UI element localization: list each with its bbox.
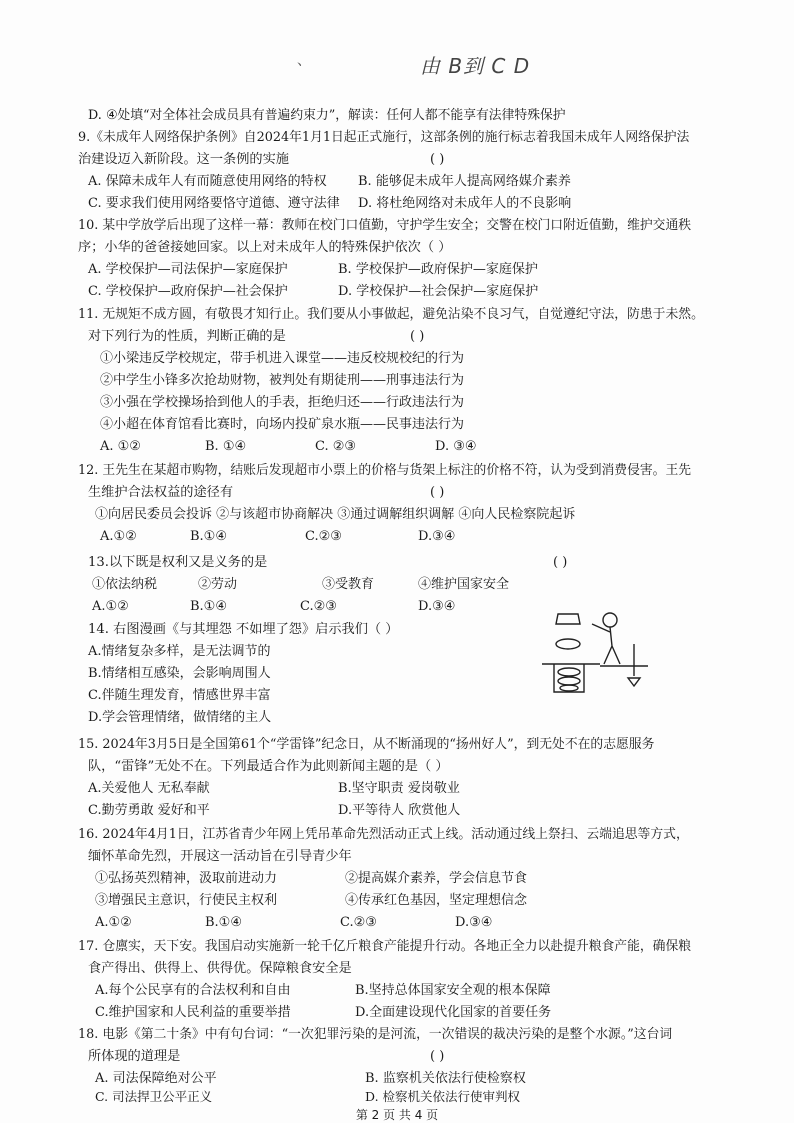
q9-answer-paren: ( ) (430, 152, 445, 167)
q17-stem-line1: 17. 仓廪实，天下安。我国启动实施新一轮千亿斤粮食产能提升行动。各地正全力以赴提升粮食产能，确保粮 (78, 939, 692, 954)
q13-item-3: ③受教育 (322, 577, 375, 592)
q16-item-4: ④传承红色基因，坚定理想信念 (345, 893, 528, 908)
q12-option-c: C.②③ (305, 529, 342, 544)
q16-option-b: B.①④ (205, 915, 242, 930)
q16-item-2: ②提高媒介素养，学会信息节食 (345, 871, 528, 886)
q11-answer-paren: ( ) (410, 329, 425, 344)
q15-option-c: C.勤劳勇敢 爱好和平 (88, 803, 210, 818)
q12-option-a: A.①② (100, 529, 137, 544)
q17-option-c: C.维护国家和人民利益的重要举措 (95, 1005, 291, 1020)
q13-answer-paren: ( ) (553, 555, 568, 570)
q16-option-d: D.③④ (455, 915, 493, 930)
q18-option-a: A. 司法保障绝对公平 (95, 1071, 217, 1086)
q16-item-3: ③增强民主意识，行使民主权利 (95, 893, 278, 908)
q15-option-d: D.平等待人 欣赏他人 (338, 803, 461, 818)
q14-option-c: C.伴随生理发育，情感世界丰富 (88, 688, 271, 703)
q12-stem-line1: 12. 王先生在某超市购物，结账后发现超市小票上的价格与货架上标注的价格不符，认为受到消费侵害。王先 (78, 463, 692, 478)
q17-option-a: A.每个公民享有的合法权利和自由 (95, 983, 291, 998)
q11-item-1: ①小梁违反学校规定，带手机进入课堂——违反校规校纪的行为 (100, 351, 465, 366)
q11-option-b: B. ①④ (205, 439, 247, 454)
cartoon-illustration (540, 604, 650, 696)
q15-stem-line1: 15. 2024年3月5日是全国第61个“学雷锋”纪念日，从不断涌现的“扬州好人”，到无处不在的志愿服务 (78, 737, 655, 752)
q9-option-a: A. 保障未成年人有而随意使用网络的特权 (88, 174, 327, 189)
q10-stem-line2: 序；小华的爸爸接她回家。以上对未成年人的特殊保护依次（ ） (78, 240, 452, 255)
q13-item-4: ④维护国家安全 (418, 577, 510, 592)
q16-option-c: C.②③ (340, 915, 377, 930)
q10-stem-line1: 10. 某中学放学后出现了这样一幕：教师在校门口值勤，守护学生安全；交警在校门口附近值勤，维护交通秩 (78, 218, 692, 233)
q11-option-c: C. ②③ (315, 439, 357, 454)
q16-option-a: A.①② (95, 915, 132, 930)
q14-option-a: A.情绪复杂多样，是无法调节的 (88, 644, 271, 659)
q11-item-3: ③小强在学校操场拾到他人的手表，拒绝归还——行政违法行为 (100, 395, 465, 410)
q9-stem-line1: 9.《未成年人网络保护条例》自2024年1月1日起正式施行，这部条例的施行标志着我国未成年人网络保护法 (78, 130, 690, 145)
q16-stem-line2: 缅怀革命先烈，开展这一活动旨在引导青少年 (88, 849, 352, 864)
q9-option-c: C. 要求我们使用网络要恪守道德、遵守法律 (88, 196, 340, 211)
q17-option-d: D.全面建设现代化国家的首要任务 (355, 1005, 552, 1020)
q12-option-d: D.③④ (418, 529, 456, 544)
q13-stem: 13.以下既是权利又是义务的是 (88, 555, 268, 570)
q10-option-d: D. 学校保护—社会保护—家庭保护 (338, 284, 539, 299)
q18-stem-line1: 18. 电影《第二十条》中有句台词：“一次犯罪污染的是河流，一次错误的裁决污染的是整个水源。”这台词 (78, 1027, 673, 1042)
q9-option-d: D. 将杜绝网络对未成年人的不良影响 (358, 196, 572, 211)
q11-item-4: ④小超在体育馆看比赛时，向场内投矿泉水瓶——民事违法行为 (100, 417, 465, 432)
q13-option-a: A.①② (92, 599, 129, 614)
q9-stem-line2: 治建设迈入新阶段。这一条例的实施 (78, 152, 289, 167)
q18-stem-line2: 所体现的道理是 (88, 1049, 181, 1064)
q8-option-d: D. ④处填“对全体社会成员具有普遍约束力”，解读：任何人都不能享有法律特殊保护 (88, 108, 566, 123)
q18-answer-paren: ( ) (430, 1049, 445, 1064)
q11-stem-line2: 对下列行为的性质，判断正确的是 (88, 329, 286, 344)
q14-option-d: D.学会管理情绪，做情绪的主人 (88, 710, 272, 725)
q10-option-a: A. 学校保护—司法保护—家庭保护 (88, 262, 288, 277)
q11-option-a: A. ①② (100, 439, 141, 454)
pen-mark: 、 (297, 53, 311, 69)
q15-option-a: A.关爱他人 无私奉献 (88, 781, 210, 796)
q13-item-2: ②劳动 (198, 577, 238, 592)
q13-option-b: B.①④ (190, 599, 227, 614)
q13-option-c: C.②③ (300, 599, 337, 614)
q11-option-d: D. ③④ (435, 439, 477, 454)
q11-item-2: ②中学生小锋多次抢劫财物，被判处有期徒刑——刑事违法行为 (100, 373, 465, 388)
q14-stem: 14. 右图漫画《与其埋怨 不如埋了怨》启示我们（ ） (88, 622, 399, 637)
q18-option-b: B. 监察机关依法行使检察权 (365, 1071, 526, 1086)
q18-option-d: D. 检察机关依法行使审判权 (365, 1089, 521, 1104)
q15-stem-line2: 队，“雷锋”无处不在。下列最适合作为此则新闻主题的是（ ） (88, 759, 449, 774)
q10-option-c: C. 学校保护—政府保护—社会保护 (88, 284, 288, 299)
q16-item-1: ①弘扬英烈精神，汲取前进动力 (95, 871, 278, 886)
q12-answer-paren: ( ) (430, 485, 445, 500)
q10-option-b: B. 学校保护—政府保护—家庭保护 (338, 262, 538, 277)
handwritten-note: 由 B到 C D (420, 54, 531, 78)
q16-stem-line1: 16. 2024年4月1日，江苏省青少年网上凭吊革命先烈活动正式上线。活动通过线上祭扫、云端追思等方式， (78, 827, 689, 842)
q17-option-b: B.坚持总体国家安全观的根本保障 (355, 983, 551, 998)
q18-option-c: C. 司法捍卫公平正义 (95, 1089, 213, 1104)
q14-option-b: B.情绪相互感染，会影响周围人 (88, 666, 271, 681)
q9-option-b: B. 能够促未成年人提高网络媒介素养 (358, 174, 571, 189)
q12-stem-line2: 生维护合法权益的途径有 (88, 485, 234, 500)
q13-option-d: D.③④ (418, 599, 456, 614)
q12-items: ①向居民委员会投诉 ②与该超市协商解决 ③通过调解组织调解 ④向人民检察院起诉 (95, 507, 576, 522)
q17-stem-line2: 食产得出、供得上、供得优。保障粮食安全是 (88, 961, 352, 976)
q12-option-b: B.①④ (190, 529, 227, 544)
q13-item-1: ①依法纳税 (92, 577, 158, 592)
page-footer: 第 2 页 共 4 页 (355, 1108, 439, 1122)
q11-stem-line1: 11. 无规矩不成方圆，有敬畏才知行止。我们要从小事做起，避免沾染不良习气，自觉遵纪守法，防患于未然。 (78, 307, 704, 322)
q15-option-b: B.坚守职责 爱岗敬业 (338, 781, 460, 796)
